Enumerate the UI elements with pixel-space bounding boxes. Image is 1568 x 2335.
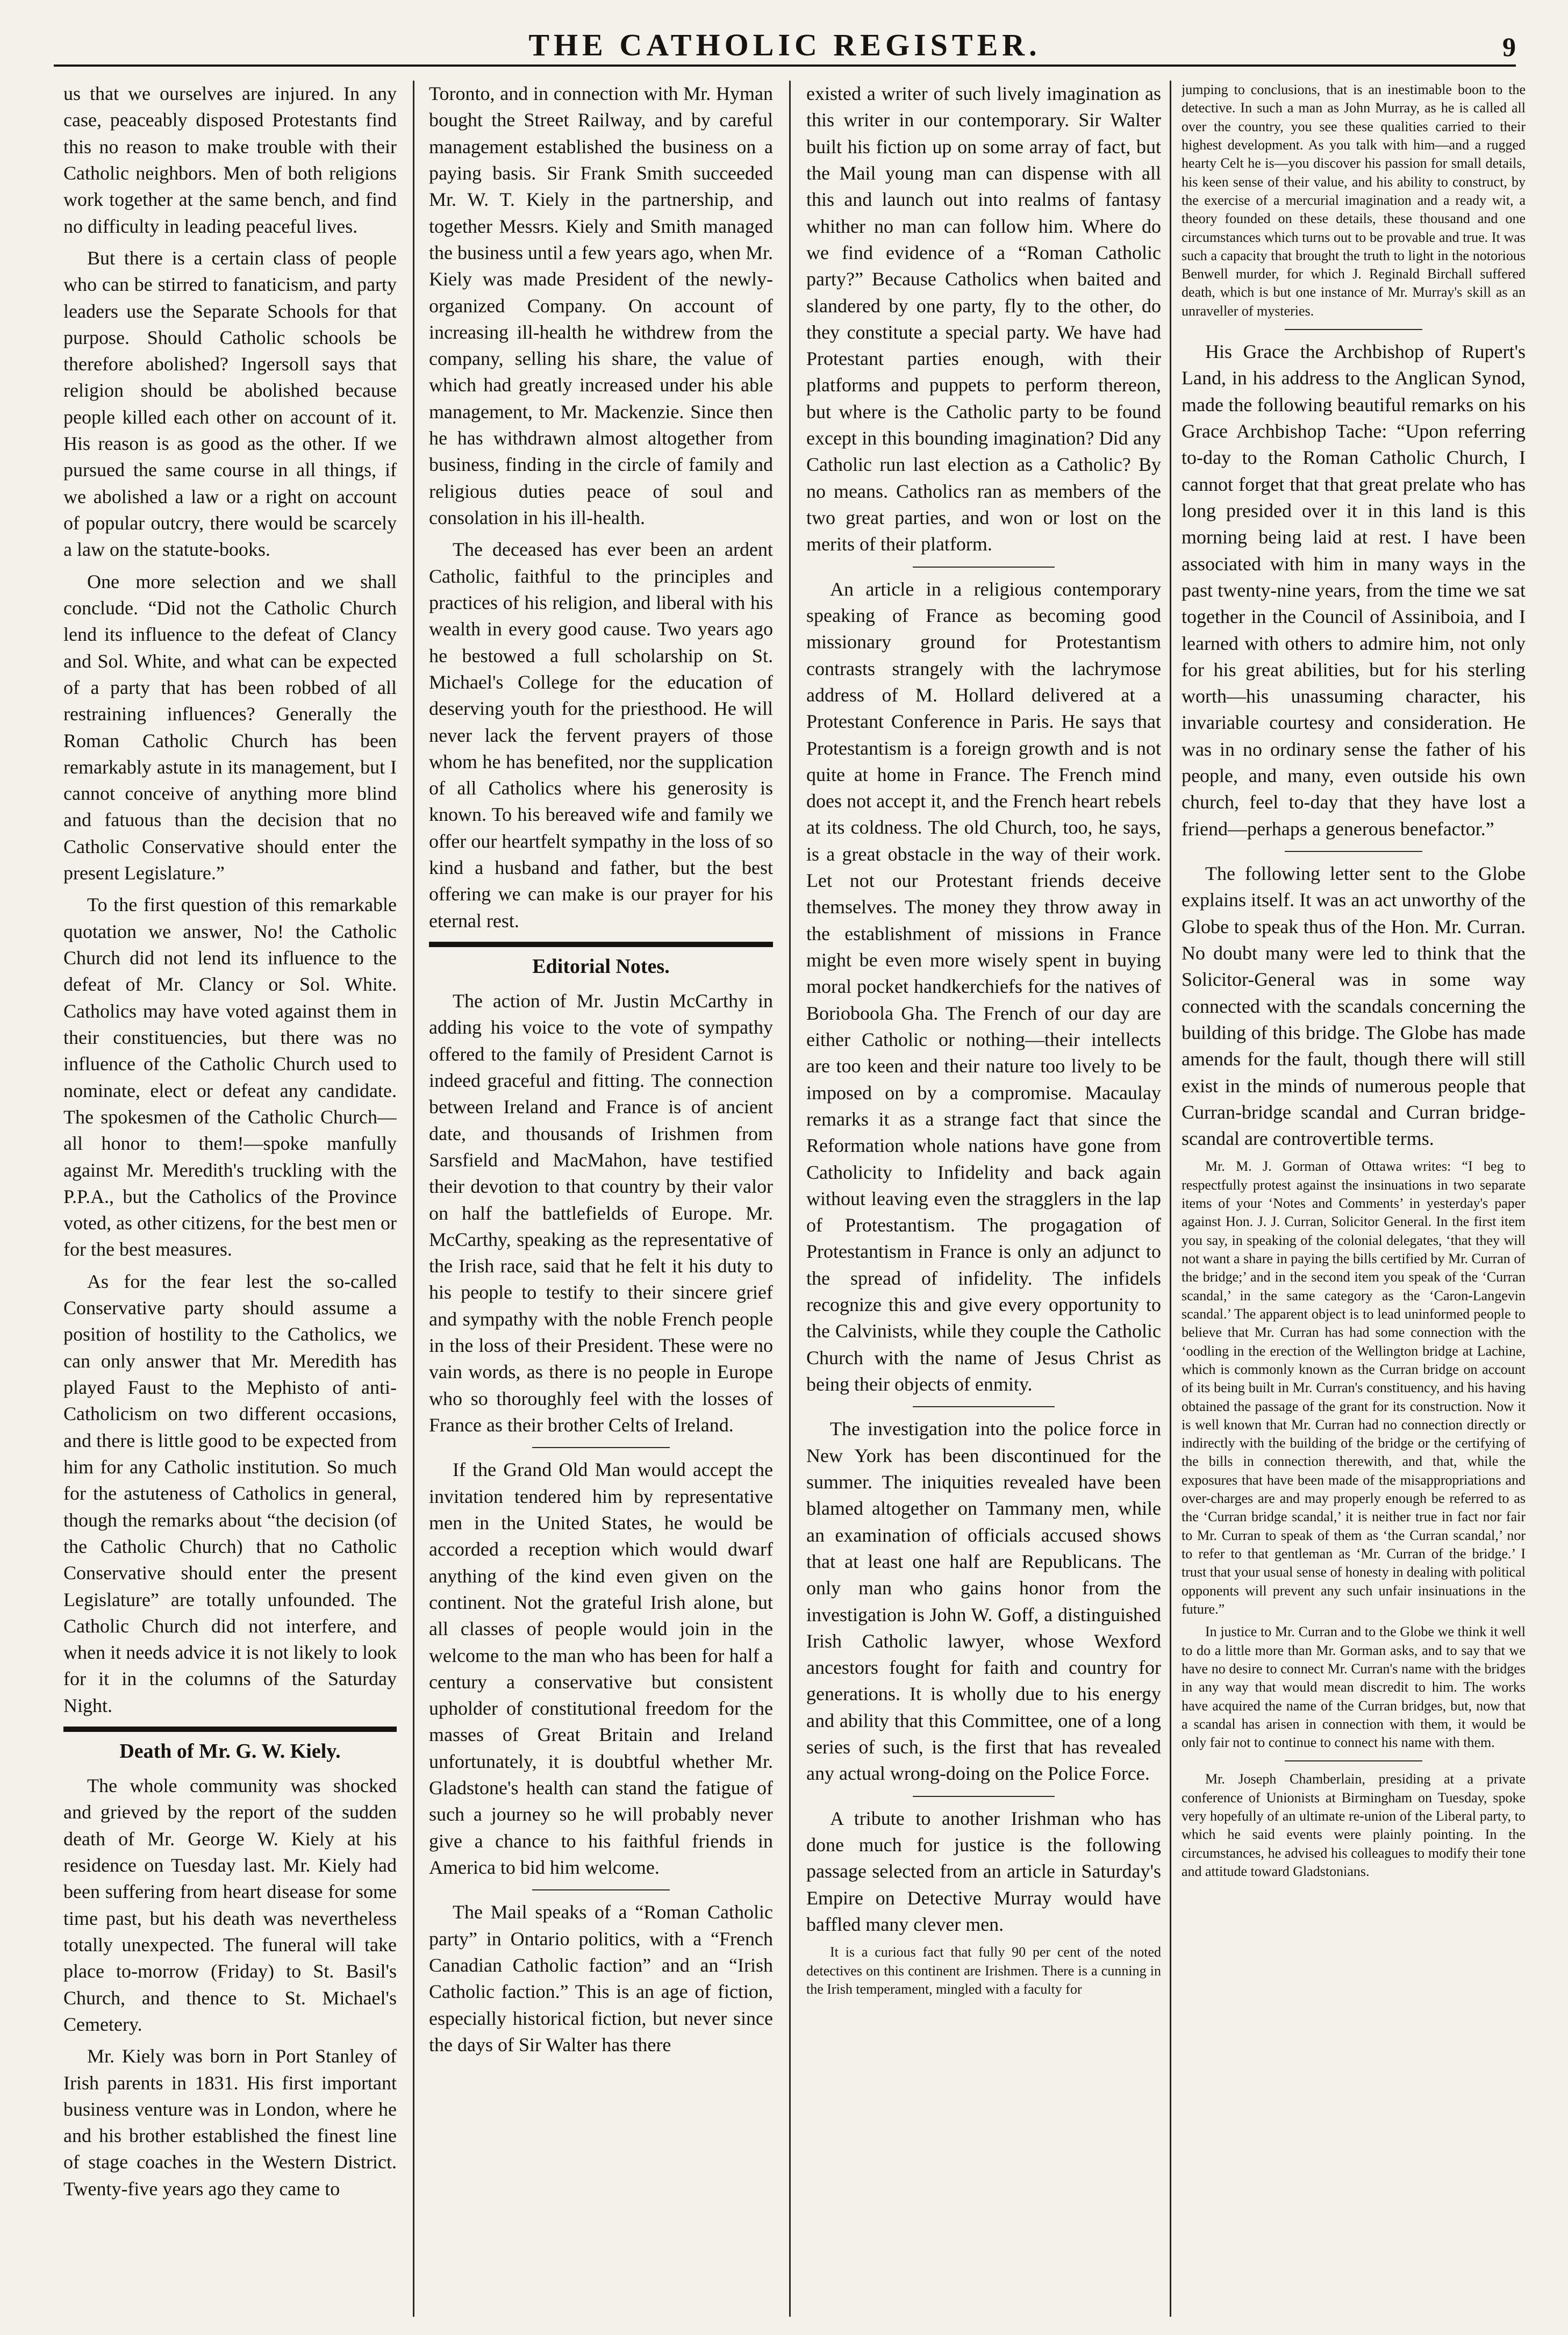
article-paragraph: existed a writer of such lively imagination as this writer in our contemporary. Sir Walter built his fiction up on some array of fact, but the Mail young man can dispense with all this and launch out into realms of fantasy whither no man can follow him. Where do we find evidence of a “Roman Catholic party?” Because Catholics when baited and slandered by one party, fly to the other, do they constitute a special party. We have had Protestant parties enough, with their platforms and puppets to perform thereon, but where is the Catholic party to be found except in this bounding imagination? Did any Catholic run last election as a Catholic? By no means. Catholics ran as members of the two great parties, and won or lost on the merits of their platform. bbox=[806, 83, 1161, 555]
column-1 bbox=[63, 81, 397, 2317]
article-paragraph: The Mail speaks of a “Roman Catholic party” in Ontario politics, with a “French Canadian Catholic faction” and an “Irish Catholic faction.” This is an age of fiction, especially historical fiction, but never since the days of Sir Walter has there bbox=[429, 1901, 773, 2055]
separator bbox=[913, 1796, 1055, 1797]
section-heading: Death of Mr. G. W. Kiely. bbox=[119, 1740, 341, 1763]
quoted-passage: It is a curious fact that fully 90 per cent of the noted detectives on this continent are Irishmen. There is a cunning in the Irish temperament, mingled with a faculty for bbox=[806, 1944, 1161, 1997]
newspaper-title: THE CATHOLIC REGISTER. bbox=[528, 27, 1041, 62]
separator bbox=[913, 567, 1055, 568]
separator bbox=[913, 1406, 1055, 1407]
heading-rule bbox=[63, 1727, 397, 1732]
news-item: Mr. Joseph Chamberlain, presiding at a private conference of Unionists at Birmingham on Tuesday, spoke very hopefully of an ultimate re-union of the Liberal party, to which he said events were plainly pointing. In the circumstances, he advised his colleagues to modify their tone and attitude toward Gladstonians. bbox=[1182, 1771, 1526, 1879]
masthead bbox=[54, 22, 1516, 75]
column-4 bbox=[1182, 81, 1526, 2317]
article-paragraph: To the first question of this remarkable quotation we answer, No! the Catholic Church did not lend its influence to the defeat of Mr. Clancy or Sol. White. Catholics may have voted against them in their constituencies, but there was no influence of the Catholic Church used to nominate, elect or defeat any candidate. The spokesmen of the Catholic Church—all honor to them!—spoke manfully against Mr. Meredith's truckling with the P.P.A., but the Catholics of the Province voted, as other citizens, for the best men or for the best measures. bbox=[63, 894, 397, 1260]
article-paragraph: The following letter sent to the Globe explains itself. It was an act unworthy of the Globe to speak thus of the Hon. Mr. Curran. No doubt many were led to think that the Solicitor-General was in some way connected with the scandals concerning the building of this bridge. The Globe has made amends for the fault, though there will still exist in the minds of numerous people that Curran-bridge scandal and Curran bridge-scandal are controvertible terms. bbox=[1182, 863, 1526, 1150]
article-paragraph: A tribute to another Irishman who has done much for justice is the following passage selected from an article in Saturday's Empire on Detective Murray would have baffled many clever men. bbox=[806, 1807, 1161, 1935]
article-paragraph: An article in a religious contemporary speaking of France as becoming good missionary ground for Protestantism contrasts strangely with the lachrymose address of M. Hollard delivered at a Protestant Conference in Paris. He says that Protestantism is a foreign growth and is not quite at home in France. The French mind does not accept it, and the French heart rebels at its coldness. The old Church, too, he says, is a great obstacle in the way of their work. Let not our Protestant friends deceive themselves. The money they throw away in the establishment of missions in France might be even more wisely spent in buying moral pocket handkerchiefs for the natives of Borioboola Gha. The French of our day are either Catholic or nothing—their intellects are too keen and their nature too lively to be imposed on by a compromise. Macaulay remarks it as a strange fact that since the Reformation whole nations have gone from Catholicity to Infidelity and back again without leaving even the stragglers in the lap of Protestantism. The progagation of Protestantism in France is only an adjunct to the spread of infidelity. The infidels recognize this and give every opportunity to the Calvinists, while they couple the Catholic Church with the name of Jesus Christ as being their objects of enmity. bbox=[806, 578, 1161, 1395]
column-rule bbox=[413, 81, 414, 2317]
article-paragraph: If the Grand Old Man would accept the invitation tendered him by representative men in the United States, he would be accorded a reception which would dwarf anything of the kind even given on the continent. Not the grateful Irish alone, but all classes of people would join in the welcome to the man who has been for half a century a conservative but consistent upholder of constitutional freedom for the masses of Great Britain and Ireland unfortunately, it is doubtful whether Mr. Gladstone's health can stand the fatigue of such a journey so he will probably never give a chance to his faithful friends in America to bid him welcome. bbox=[429, 1459, 773, 1879]
page-number: 9 bbox=[1502, 32, 1516, 62]
article-paragraph: One more selection and we shall conclude. “Did not the Catholic Church lend its influence to the defeat of Clancy and Sol. White, and what can be expected of a party that has been robbed of all restraining influences? Generally the Roman Catholic Church has been remarkably astute in its management, but I cannot conceive of anything more blind and fatuous than the decision that no Catholic Conservative should enter the present Legislature.” bbox=[63, 570, 397, 884]
column-2 bbox=[429, 81, 773, 2317]
quoted-passage: jumping to conclusions, that is an inestimable boon to the detective. In such a man as John Murray, as he is called all over the country, you see these qualities carried to their highest development. As you talk with him—and a rugged hearty Celt he is—you discover his passion for small details, his keen sense of their value, and his ability to construct, by the exercise of a mercurial imagination and a ready wit, a theory founded on these details, these thousand and one circumstances which turns out to be provable and true. It was such a capacity that brought the truth to light in the notorious Benwell murder, for which J. Reginald Birchall suffered death, which is but one instance of Mr. Murray's skill as an unraveller of mysteries. bbox=[1182, 82, 1526, 319]
header-rule bbox=[54, 65, 1516, 67]
column-rule bbox=[1170, 81, 1171, 2317]
article-paragraph: Mr. Kiely was born in Port Stanley of Irish parents in 1831. His first important business venture was in London, where he and his brother established the finest line of stage coaches in the Western District. Twenty-five years ago they came to bbox=[63, 2045, 397, 2200]
article-paragraph: The whole community was shocked and grieved by the report of the sudden death of Mr. George W. Kiely at his residence on Tuesday last. Mr. Kiely had been suffering from heart disease for some time past, but his death was nevertheless totally unexpected. The funeral will take place to-morrow (Friday) to St. Basil's Church, and thence to St. Michael's Cemetery. bbox=[63, 1775, 397, 2035]
separator bbox=[532, 1447, 670, 1448]
heading-rule bbox=[429, 942, 773, 947]
article-paragraph: As for the fear lest the so-called Conservative party should assume a position of hostility to the Catholics, we can only answer that Mr. Meredith has played Faust to the Mephisto of anti-Catholicism on two different occasions, and there is little good to be expected from him for any Catholic institution. So much for the astuteness of Catholics in general, though the remarks about “the decision (of the Catholic Church) that no Catholic Conservative should enter the present Legislature” are totally unfounded. The Catholic Church did not interfere, and when it needs advice it is not likely to look for it in the columns of the Saturday Night. bbox=[63, 1270, 397, 1716]
section-heading: Editorial Notes. bbox=[532, 955, 670, 978]
column-3 bbox=[806, 81, 1161, 2317]
separator bbox=[1285, 329, 1422, 330]
column-rule bbox=[789, 81, 791, 2317]
article-paragraph: The action of Mr. Justin McCarthy in adding his voice to the vote of sympathy offered to the family of President Carnot is indeed graceful and fitting. The connection between Ireland and France is of ancient date, and thousands of Irishmen from Sarsfield and MacMahon, have testified their devotion to that country by their valor on half the battlefields of Europe. Mr. McCarthy, speaking as the representative of the Irish race, said that he felt it his duty to his people to testify to their sincere grief and sympathy with the noble French people in the loss of their President. These were no vain words, as there is no people in Europe who so thoroughly feel with the losses of France as their brother Celts of Ireland. bbox=[429, 990, 773, 1436]
article-paragraph: The investigation into the police force in New York has been discontinued for the summer. The iniquities revealed have been blamed altogether on Tammany men, while an examination of officials accused shows that at least one half are Republicans. The only man who gains honor from the investigation is John W. Goff, a distinguished Irish Catholic lawyer, whose Wexford ancestors fought for faith and country for generations. It is wholly due to his energy and ability that this Committee, one of a long series of such, is the first that has revealed any actual wrong-doing on the Police Force. bbox=[806, 1418, 1161, 1785]
letter-text: Mr. M. J. Gorman of Ottawa writes: “I beg to respectfully protest against the insinuations in two separate items of your ‘Notes and Comments’ in yesterday's paper against Hon. J. J. Curran, Solicitor General. In the first item you say, in speaking of the colonial delegates, ‘that they will not want a share in paying the bills certified by Mr. Curran of the bridge;’ and in the second item you speak of the ‘Curran scandal,’ in the same category as the ‘Caron-Langevin scandal.’ The apparent object is to lead uninformed people to believe that Mr. Curran has had some connection with the ‘oodling in the erection of the Wellington bridge at Lachine, which is commonly known as the Curran bridge on account of its being built in Mr. Curran's constituency, and his having obtained the passage of the grant for its construction. Now it is well known that Mr. Curran had no connection directly or indirectly with the building of the bridge or the certifying of the bills in connection therewith, and that, while the exposures that have been made of the misappropriations and over-charges are and may properly enough be referred to as the ‘Curran bridge scandal,’ it is neither true in fact nor fair to Mr. Curran to speak of them as ‘the Curran scandal,’ nor to refer to that gentleman as ‘Mr. Curran of the bridge.’ I trust that your usual sense of honesty in dealing with political opponents will prevent any such unfair insinuations in the future.” bbox=[1182, 1158, 1526, 1617]
separator bbox=[532, 1889, 670, 1890]
article-paragraph: But there is a certain class of people who can be stirred to fanaticism, and party leaders use the Separate Schools for that purpose. Should Catholic schools be therefore abolished? Ingersoll says that religion should be abolished because people killed each other on account of it. His reason is as good as the other. If we pursued the same course in all things, if we abolished a law or a right on account of popular outcry, there would be scarcely a law on the statute-books. bbox=[63, 247, 397, 561]
article-paragraph: us that we ourselves are injured. In any case, peaceably disposed Protestants find this no reason to make trouble with their Catholic neighbors. Men of both religions work together at the same bench, and find no difficulty in leading peaceful lives. bbox=[63, 83, 397, 237]
article-paragraph: The deceased has ever been an ardent Catholic, faithful to the principles and practices of his religion, and liberal with his wealth in every good cause. Two years ago he bestowed a full scholarship on St. Michael's College for the education of deserving youth for the priesthood. He will never lack the fervent prayers of those whom he has benefited, nor the supplication of all Catholics where his generosity is known. To his bereaved wife and family we offer our heartfelt sympathy in the loss of so kind a husband and father, but the best offering we can make is our prayer for his eternal rest. bbox=[429, 539, 773, 932]
separator bbox=[1285, 851, 1422, 852]
article-paragraph: His Grace the Archbishop of Rupert's Land, in his address to the Anglican Synod, made the following beautiful remarks on his Grace Archbishop Tache: “Upon referring to-day to the Roman Catholic Church, I cannot forget that that great prelate who has long presided over it in this land is this morning being laid at rest. I have been associated with him in many ways in the past twenty-nine years, from the time we sat together in the Council of Assiniboia, and I learned with others to admire him, not only for his great abilities, but for his sterling worth—his unassuming character, his invariable courtesy and consideration. He was in no ordinary sense the father of his people, and many, even outside his own church, feel to-day that they have lost a friend—perhaps a generous benefactor.” bbox=[1182, 341, 1526, 840]
editorial-note: In justice to Mr. Curran and to the Globe we think it well to do a little more than Mr. Gorman asks, and to say that we have no desire to connect Mr. Curran's name with the bridges in any way that would mean discredit to him. The works have acquired the name of the Curran bridges, but, now that a scandal has arisen in connection with them, it would be only fair not to continue to connect his name with them. bbox=[1182, 1624, 1526, 1751]
article-paragraph: Toronto, and in connection with Mr. Hyman bought the Street Railway, and by careful management established the business on a paying basis. Sir Frank Smith succeeded Mr. W. T. Kiely in the partnership, and together Messrs. Kiely and Smith managed the business until a few years ago, when Mr. Kiely was made President of the newly-organized Company. On account of increasing ill-health he withdrew from the company, selling his share, the value of which had greatly increased under his able management, to Mr. Mackenzie. Since then he has withdrawn almost altogether from business, finding in the circle of family and religious duties peace of soul and consolation in his ill-health. bbox=[429, 83, 773, 528]
separator bbox=[1285, 1760, 1422, 1761]
